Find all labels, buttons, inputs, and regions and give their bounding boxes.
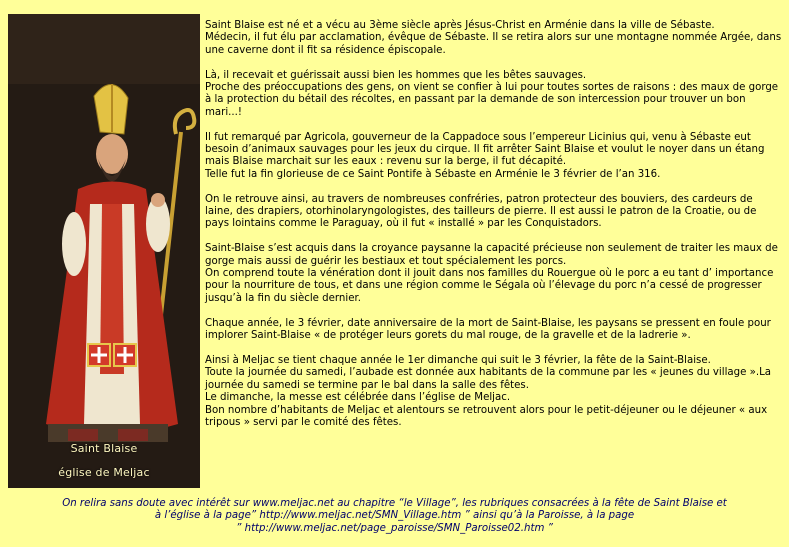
paragraph-martyrdom: Il fut remarqué par Agricola, gouverneur de la Cappadoce sous l’empereur Licinius qui, venu à Sébaste eut besoin d’animaux sauvages pour les jeux du cirque. Il fit arrêter Saint Blaise et voulut le noyer dans un étang mais Blaise marchait sur les eaux : revenu sur la berge, il fut décapité. Telle fut la fin glorieuse de ce Saint Pontife à Sébaste en Arménie le 3 février de l’an 316. xyxy=(205,131,765,180)
paragraph-patronage: On le retrouve ainsi, au travers de nombreuses confréries, patron protecteur des bouviers, des cardeurs de laine, des drapiers, otorhinolaryngologistes, des tailleurs de pierre. Il est aussi le patron de la Croatie, ou de pays lointains comme le Paraguay, où il fut « installé » par les Conquistadors. xyxy=(205,193,757,230)
paragraph-meljac-festival: Ainsi à Meljac se tient chaque année le 1er dimanche qui suit le 3 février, la fête de la Saint-Blaise. Toute la journée du samedi, l’aubade est donnée aux habitants de la commune par les « jeunes du village ».La journée du samedi se termine par le bal dans la salle des fêtes. Le dimanche, la messe est célébrée dans l’église de Meljac. Bon nombre d’habitants de Meljac et alentours se retrouvent alors pour le petit-déjeuner ou le déjeuner « aux tripous » servi par le comité des fêtes. xyxy=(205,354,772,428)
saint-blaise-statue-photo xyxy=(8,14,200,488)
article-body xyxy=(205,20,783,442)
photo-caption-location: église de Meljac xyxy=(58,466,150,479)
paragraph-rural-belief: Saint-Blaise s’est acquis dans la croyance paysanne la capacité précieuse non seulement de traiter les maux de gorge mais aussi de guérir les bestiaux et tout spécialement les porcs. On comprend toute la vénération dont il jouit dans nos familles du Rouergue où le porc a eu tant d’ importance pour la nourriture de tous, et dans une région comme le Ségala où l’élevage du porc n’a cessé de progresser jusqu’à la fin du siècle dernier. xyxy=(205,243,778,304)
photo-caption-title: Saint Blaise xyxy=(70,442,138,455)
statue-illustration xyxy=(8,14,200,488)
paragraph-origins: Saint Blaise est né et a vécu au 3ème siècle après Jésus-Christ en Arménie dans la ville de Sébaste. Médecin, il fut élu par acclamation, évêque de Sébaste. Il se retira alors sur une montagne nommée Argée, dans une caverne dont il fit sa résidence épiscopale. xyxy=(205,20,782,56)
footer-reference-note: On relira sans doute avec intérêt sur www.meljac.net au chapitre “le Village”, les rubriques consacrées à la fête de Saint Blaise et à l’église à la page” http://www.meljac.net/SMN_Village.htm ” ainsi qu’à la Paroisse, à la page ” http://www.meljac.net/page_paroisse/SMN_Paroisse02.htm ” xyxy=(62,498,727,534)
paragraph-feast-day: Chaque année, le 3 février, date anniversaire de la mort de Saint-Blaise, les paysans se pressent en foule pour implorer Saint-Blaise « de protéger leurs gorets du mal rouge, de la gravelle et de la ladrerie ». xyxy=(205,317,771,342)
paragraph-healing: Là, il recevait et guérissait aussi bien les hommes que les bêtes sauvages. Proche des préoccupations des gens, on vient se confier à lui pour toutes sortes de raisons : des maux de gorge à la protection du bétail des récoltes, en passant par la demande de son intercession pour trouver un bon mari...! xyxy=(205,69,779,118)
